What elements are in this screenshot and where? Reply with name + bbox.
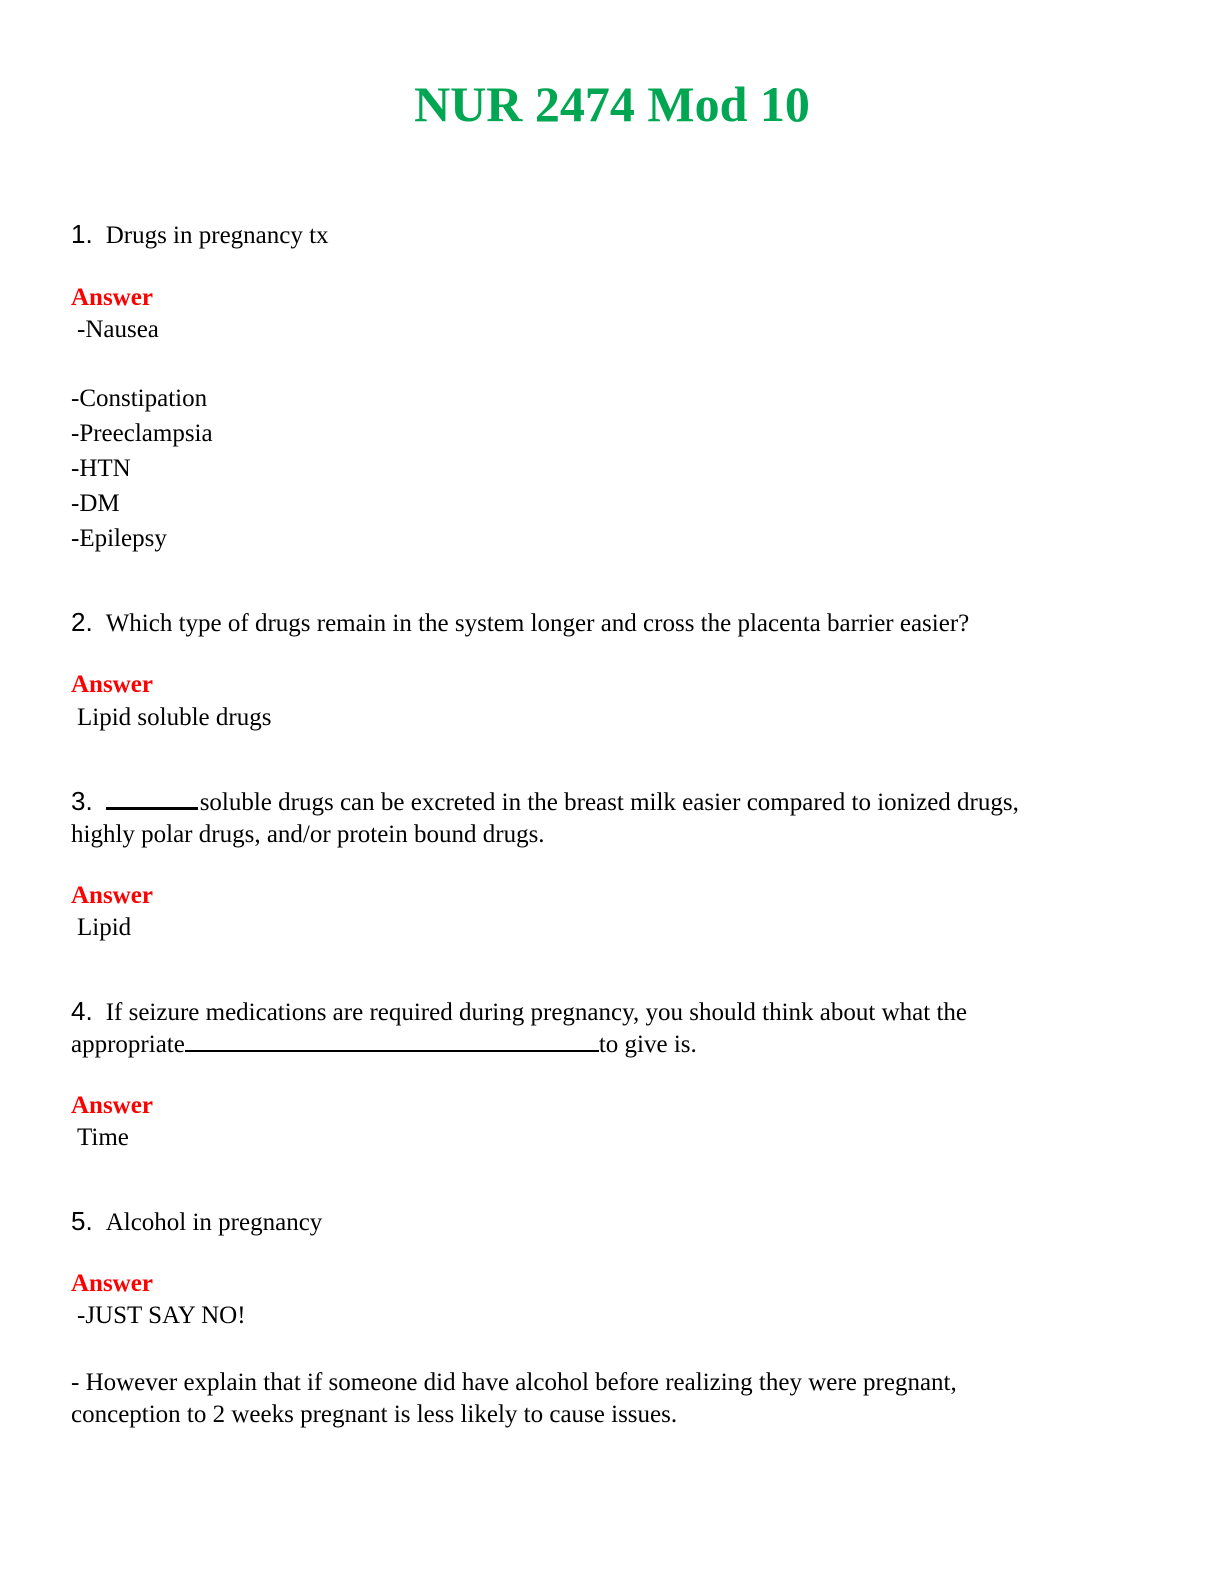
answer-text: -Constipation [71, 385, 208, 412]
question-text: Which type of drugs remain in the system longer and cross the placenta barrier easier? [105, 610, 970, 637]
question-1 [71, 218, 1161, 252]
answer-label: Answer [71, 671, 153, 698]
question-text-line2: highly polar drugs, and/or protein bound drugs. [71, 821, 545, 848]
answer-text: -Epilepsy [71, 525, 167, 552]
fill-in-blank [106, 785, 198, 810]
question-text: Drugs in pregnancy tx [105, 222, 329, 249]
question-number: 1. [71, 219, 93, 249]
answer-text: Time [77, 1124, 129, 1151]
question-2 [71, 606, 1161, 640]
answer-text: conception to 2 weeks pregnant is less likely to cause issues. [71, 1401, 678, 1428]
page-title: NUR 2474 Mod 10 [414, 76, 810, 132]
question-text-line2-after: to give is. [598, 1031, 697, 1058]
question-text-line2-before: appropriate [71, 1031, 185, 1058]
answer-label: Answer [71, 882, 153, 909]
answer-text: -DM [71, 490, 120, 517]
question-text: Alcohol in pregnancy [105, 1209, 323, 1236]
answer-label: Answer [71, 1270, 153, 1297]
answer-text: - However explain that if someone did have alcohol before realizing they were pregnant, [71, 1369, 957, 1396]
answer-text: -Nausea [77, 316, 159, 343]
answer-label: Answer [71, 1092, 153, 1119]
fill-in-blank [185, 1030, 599, 1052]
answer-text: -JUST SAY NO! [77, 1302, 246, 1329]
question-5 [71, 1205, 1161, 1239]
answer-text: Lipid soluble drugs [77, 704, 272, 731]
question-4 [71, 995, 1161, 1061]
answer-text: Lipid [77, 914, 132, 941]
question-text: If seizure medications are required during pregnancy, you should think about what the [105, 999, 967, 1026]
question-number: 4. [71, 996, 93, 1026]
answer-text: -HTN [71, 455, 131, 482]
answer-text: -Preeclampsia [71, 420, 213, 447]
question-number: 3. [71, 786, 93, 816]
answer-label: Answer [71, 284, 153, 311]
question-number: 2. [71, 607, 93, 637]
question-text: soluble drugs can be excreted in the breast milk easier compared to ionized drugs, [199, 789, 1019, 816]
question-3 [71, 785, 1161, 851]
question-number: 5. [71, 1206, 93, 1236]
